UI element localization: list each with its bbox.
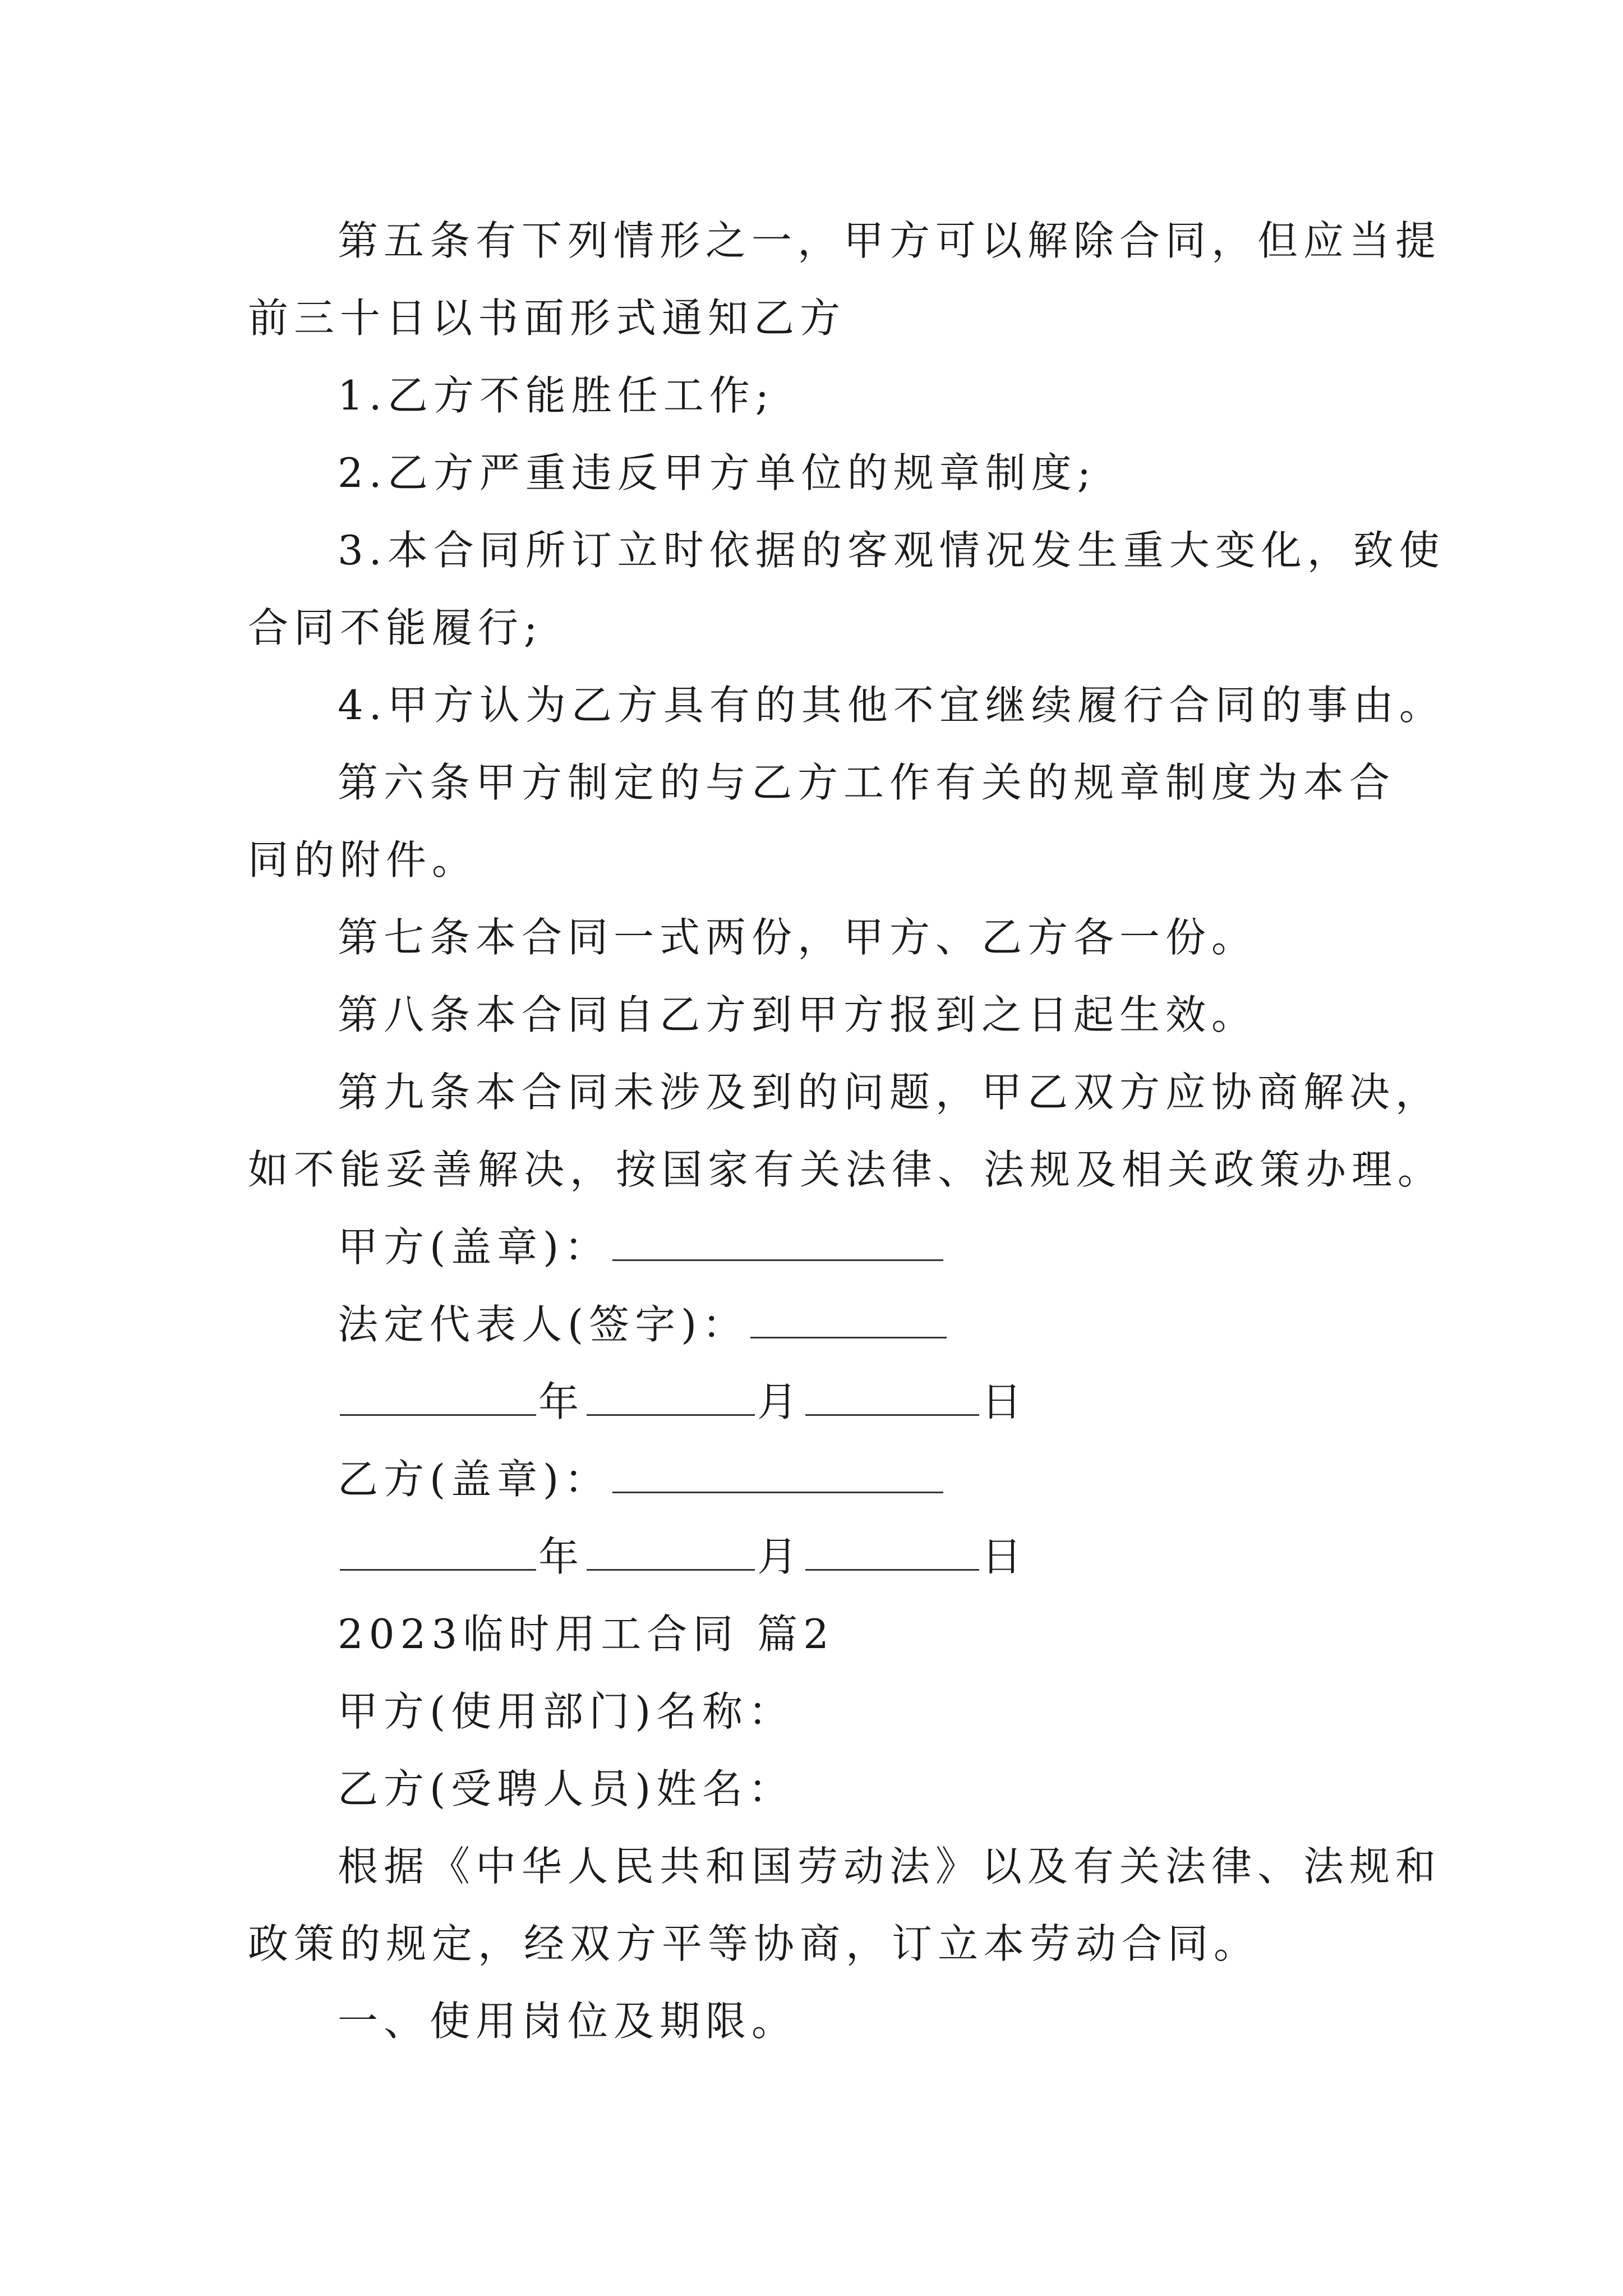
year-label: 年	[538, 1533, 585, 1580]
month-blank[interactable]	[587, 1532, 755, 1571]
year-label: 年	[538, 1378, 585, 1425]
clause-9-line-1: 第九条本合同未涉及到的问题，甲乙双方应协商解决，	[338, 1069, 1442, 1116]
month-label: 月	[757, 1533, 804, 1580]
section-2-title: 2023临时用工合同 篇2	[338, 1611, 834, 1658]
month-label: 月	[757, 1378, 804, 1425]
clause-6-line-2: 同的附件。	[248, 836, 478, 884]
section-2-intro-line-2: 政策的规定，经双方平等协商，订立本劳动合同。	[248, 1920, 1260, 1967]
date-row-b	[248, 1518, 1392, 1595]
day-blank[interactable]	[805, 1532, 979, 1571]
legal-rep-blank[interactable]	[750, 1300, 947, 1338]
month-blank[interactable]	[587, 1377, 755, 1416]
clause-5-item-2: 2.乙方严重违反甲方单位的规章制度;	[338, 449, 1096, 496]
date-row-a	[248, 1363, 1392, 1441]
party-b-seal-label: 乙方(盖章)：	[338, 1456, 611, 1503]
clause-5-item-1: 1.乙方不能胜任工作;	[338, 372, 774, 419]
section-2-party-a: 甲方(使用部门)名称：	[338, 1688, 795, 1735]
clause-5-item-3-line-1: 3.本合同所订立时依据的客观情况发生重大变化，致使	[338, 527, 1445, 574]
clause-5-item-3-line-2: 合同不能履行;	[248, 604, 543, 651]
section-2-clause-1: 一、使用岗位及期限。	[338, 1998, 798, 2045]
day-label: 日	[981, 1533, 1028, 1580]
legal-rep-row	[248, 1286, 1392, 1363]
clause-9-line-2: 如不能妥善解决，按国家有关法律、法规及相关政策办理。	[248, 1146, 1444, 1193]
party-a-seal-label: 甲方(盖章)：	[338, 1223, 611, 1271]
year-blank[interactable]	[340, 1532, 536, 1571]
legal-rep-label: 法定代表人(签字)：	[338, 1301, 749, 1348]
year-blank[interactable]	[340, 1377, 536, 1416]
day-label: 日	[981, 1378, 1028, 1425]
party-a-seal-blank[interactable]	[612, 1222, 943, 1261]
party-b-seal-row	[248, 1441, 1392, 1518]
day-blank[interactable]	[805, 1377, 979, 1416]
clause-5-line-1: 第五条有下列情形之一，甲方可以解除合同，但应当提	[338, 217, 1442, 264]
section-2-intro-line-1: 根据《中华人民共和国劳动法》以及有关法律、法规和	[338, 1843, 1442, 1890]
party-a-seal-row	[248, 1208, 1392, 1286]
party-b-seal-blank[interactable]	[612, 1455, 943, 1493]
clause-5-item-4: 4.甲方认为乙方具有的其他不宜继续履行合同的事由。	[338, 682, 1445, 729]
clause-5-line-2: 前三十日以书面形式通知乙方	[248, 295, 846, 342]
clause-6-line-1: 第六条甲方制定的与乙方工作有关的规章制度为本合	[338, 759, 1396, 806]
clause-8: 第八条本合同自乙方到甲方报到之日起生效。	[338, 991, 1258, 1038]
document-page	[248, 202, 1445, 2060]
section-2-party-b: 乙方(受聘人员)姓名：	[338, 1765, 795, 1812]
clause-7: 第七条本合同一式两份，甲方、乙方各一份。	[338, 914, 1258, 961]
